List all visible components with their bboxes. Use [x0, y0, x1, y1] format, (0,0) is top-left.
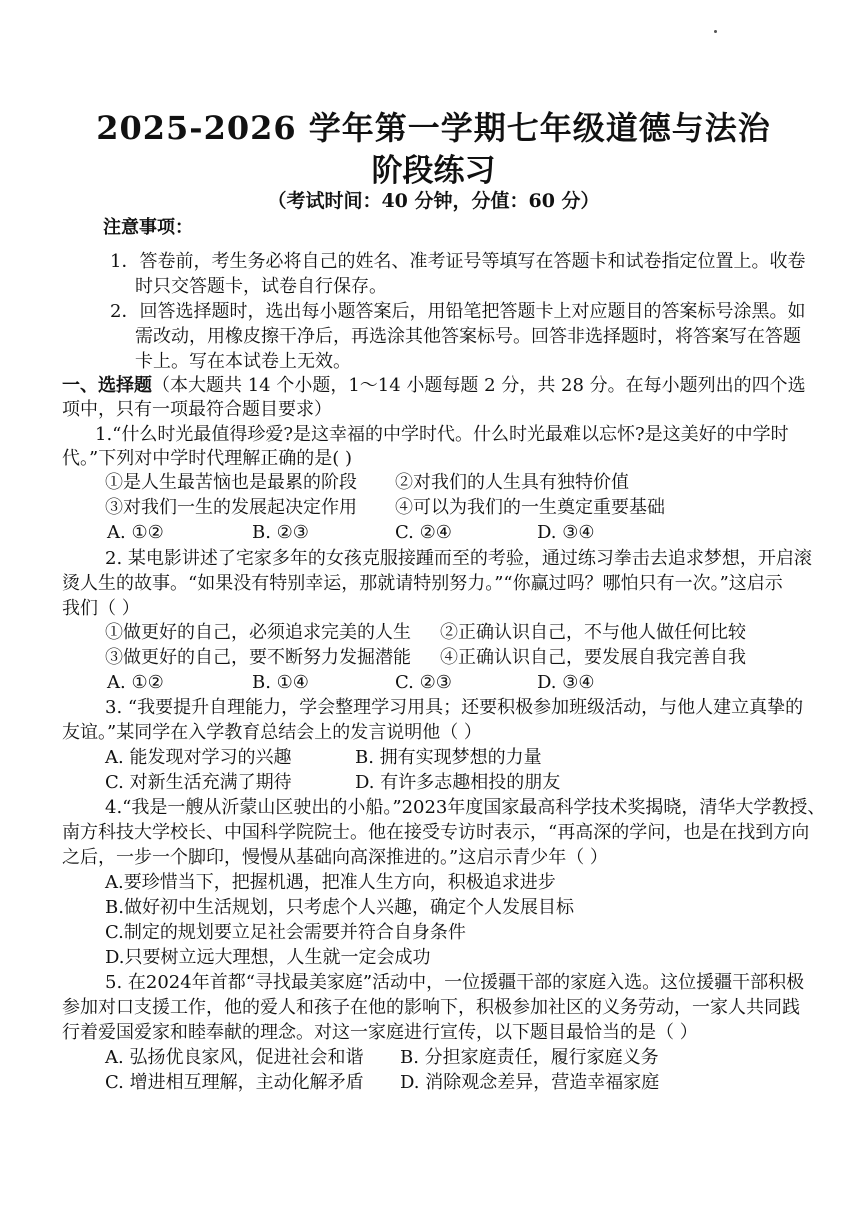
- q1-statement-4: ④可以为我们的一生奠定重要基础: [395, 497, 665, 518]
- q2-statements-row-1: [105, 621, 805, 645]
- q2-statement-4: ④正确认识自己，要发展自我完善自我: [440, 647, 746, 668]
- section-1-desc-line-2: 项中，只有一项最符合题目要求）: [62, 399, 332, 420]
- q4-stem-line-1: 4.“我是一艘从沂蒙山区驶出的小船。”2023年度国家最高科学技术奖揭晓，清华大学教授、: [105, 797, 826, 818]
- q2-option-b: B. ①④: [252, 672, 309, 693]
- q5-options-row-1: [105, 1046, 805, 1070]
- q4-option-c: C.制定的规划要立足社会需要并符合自身条件: [105, 922, 466, 943]
- q5-stem-line-3: 行着爱国爱家和睦奉献的理念。对这一家庭进行宣传，以下题目最恰当的是（ ）: [62, 1022, 698, 1043]
- q5-option-c: C. 增进相互理解，主动化解矛盾: [105, 1072, 364, 1093]
- q1-stem-line-2: 代。”下列对中学时代理解正确的是( ): [62, 448, 352, 469]
- q2-statement-2: ②正确认识自己，不与他人做任何比较: [440, 622, 746, 643]
- q5-options-row-2: [105, 1071, 805, 1095]
- q2-option-c: C. ②③: [395, 672, 452, 693]
- q4-stem-line-3: 之后，一步一个脚印，慢慢从基础向高深推进的。”这启示青少年（ ）: [62, 847, 608, 868]
- section-1-heading: 一、选择题: [62, 375, 152, 396]
- notice-heading: 注意事项：: [103, 217, 193, 238]
- q2-options: [107, 671, 807, 695]
- section-1-desc-line-1: [62, 374, 806, 398]
- notice-item-1-line-2: 时只交答题卡，试卷自行保存。: [135, 276, 387, 297]
- q1-option-a: A. ①②: [107, 522, 164, 543]
- q1-stem-line-1: 1.“什么时光最值得珍爱?是这幸福的中学时代。什么时光最难以忘怀?是这美好的中学时: [95, 424, 789, 445]
- q5-option-b: B. 分担家庭责任，履行家庭义务: [400, 1047, 659, 1068]
- exam-info: （考试时间：40 分钟，分值：60 分）: [267, 190, 600, 212]
- q1-statement-2: ②对我们的人生具有独特价值: [395, 472, 629, 493]
- q1-option-c: C. ②④: [395, 522, 452, 543]
- q1-statements-row-1: [105, 471, 805, 495]
- q3-option-d: D. 有许多志趣相投的朋友: [355, 772, 561, 793]
- q3-option-b: B. 拥有实现梦想的力量: [355, 747, 542, 768]
- section-1-desc: （本大题共 14 个小题，1～14 小题每题 2 分，共 28 分。在每小题列出的四个选: [152, 375, 806, 396]
- q4-stem-line-2: 南方科技大学校长、中国科学院院士。他在接受专访时表示，“再高深的学问，也是在找到方向: [62, 822, 810, 843]
- q1-options: [107, 521, 807, 545]
- q5-option-a: A. 弘扬优良家风，促进社会和谐: [105, 1047, 364, 1068]
- q1-option-b: B. ②③: [252, 522, 309, 543]
- q2-stem-line-2: 烫人生的故事。“如果没有特别幸运，那就请特别努力。”“你赢过吗？哪怕只有一次。”这启示: [62, 573, 783, 594]
- q3-option-c: C. 对新生活充满了期待: [105, 772, 292, 793]
- q4-option-b: B.做好初中生活规划，只考虑个人兴趣，确定个人发展目标: [105, 897, 574, 918]
- q2-statement-1: ①做更好的自己，必须追求完美的人生: [105, 622, 411, 643]
- q1-statement-3: ③对我们一生的发展起决定作用: [105, 497, 357, 518]
- q3-options-row-1: [105, 746, 805, 770]
- q2-stem-line-3: 我们（ ）: [62, 598, 140, 619]
- q2-stem-line-1: 2. 某电影讲述了宅家多年的女孩克服接踵而至的考验，通过练习拳击去追求梦想，开启滚: [105, 548, 812, 569]
- q1-statements-row-2: [105, 496, 805, 520]
- notice-item-2-line-1: 2．回答选择题时，选出每小题答案后，用铅笔把答题卡上对应题目的答案标号涂黑。如: [110, 301, 806, 322]
- q2-option-d: D. ③④: [537, 672, 595, 693]
- scan-speck: [714, 30, 717, 33]
- q5-option-d: D. 消除观念差异，营造幸福家庭: [400, 1072, 660, 1093]
- notice-item-2-line-3: 卡上。写在本试卷上无效。: [135, 351, 351, 372]
- q3-stem-line-1: 3. “我要提升自理能力，学会整理学习用具；还要积极参加班级活动，与他人建立真挚的: [105, 697, 804, 718]
- exam-title: 2025-2026 学年第一学期七年级道德与法治: [96, 109, 771, 147]
- q4-option-d: D.只要树立远大理想，人生就一定会成功: [105, 947, 431, 968]
- q3-options-row-2: [105, 771, 805, 795]
- q5-stem-line-1: 5. 在2024年首都“寻找最美家庭”活动中，一位援疆干部的家庭入选。这位援疆干部积极: [105, 972, 805, 993]
- q1-option-d: D. ③④: [537, 522, 595, 543]
- q5-stem-line-2: 参加对口支援工作，他的爱人和孩子在他的影响下，积极参加社区的义务劳动，一家人共同践: [62, 997, 800, 1018]
- q3-stem-line-2: 友谊。”某同学在入学教育总结会上的发言说明他（ ）: [62, 722, 482, 743]
- notice-item-1-line-1: 1．答卷前，考生务必将自己的姓名、准考证号等填写在答题卡和试卷指定位置上。收卷: [110, 251, 806, 272]
- q3-option-a: A. 能发现对学习的兴趣: [105, 747, 292, 768]
- q4-option-a: A.要珍惜当下，把握机遇，把准人生方向，积极追求进步: [105, 872, 556, 893]
- q2-statement-3: ③做更好的自己，要不断努力发掘潜能: [105, 647, 411, 668]
- notice-item-2-line-2: 需改动，用橡皮擦干净后，再选涂其他答案标号。回答非选择题时，将答案写在答题: [135, 326, 801, 347]
- q1-statement-1: ①是人生最苦恼也是最累的阶段: [105, 472, 357, 493]
- exam-subtitle: 阶段练习: [371, 153, 496, 189]
- q2-option-a: A. ①②: [107, 672, 164, 693]
- q2-statements-row-2: [105, 646, 805, 670]
